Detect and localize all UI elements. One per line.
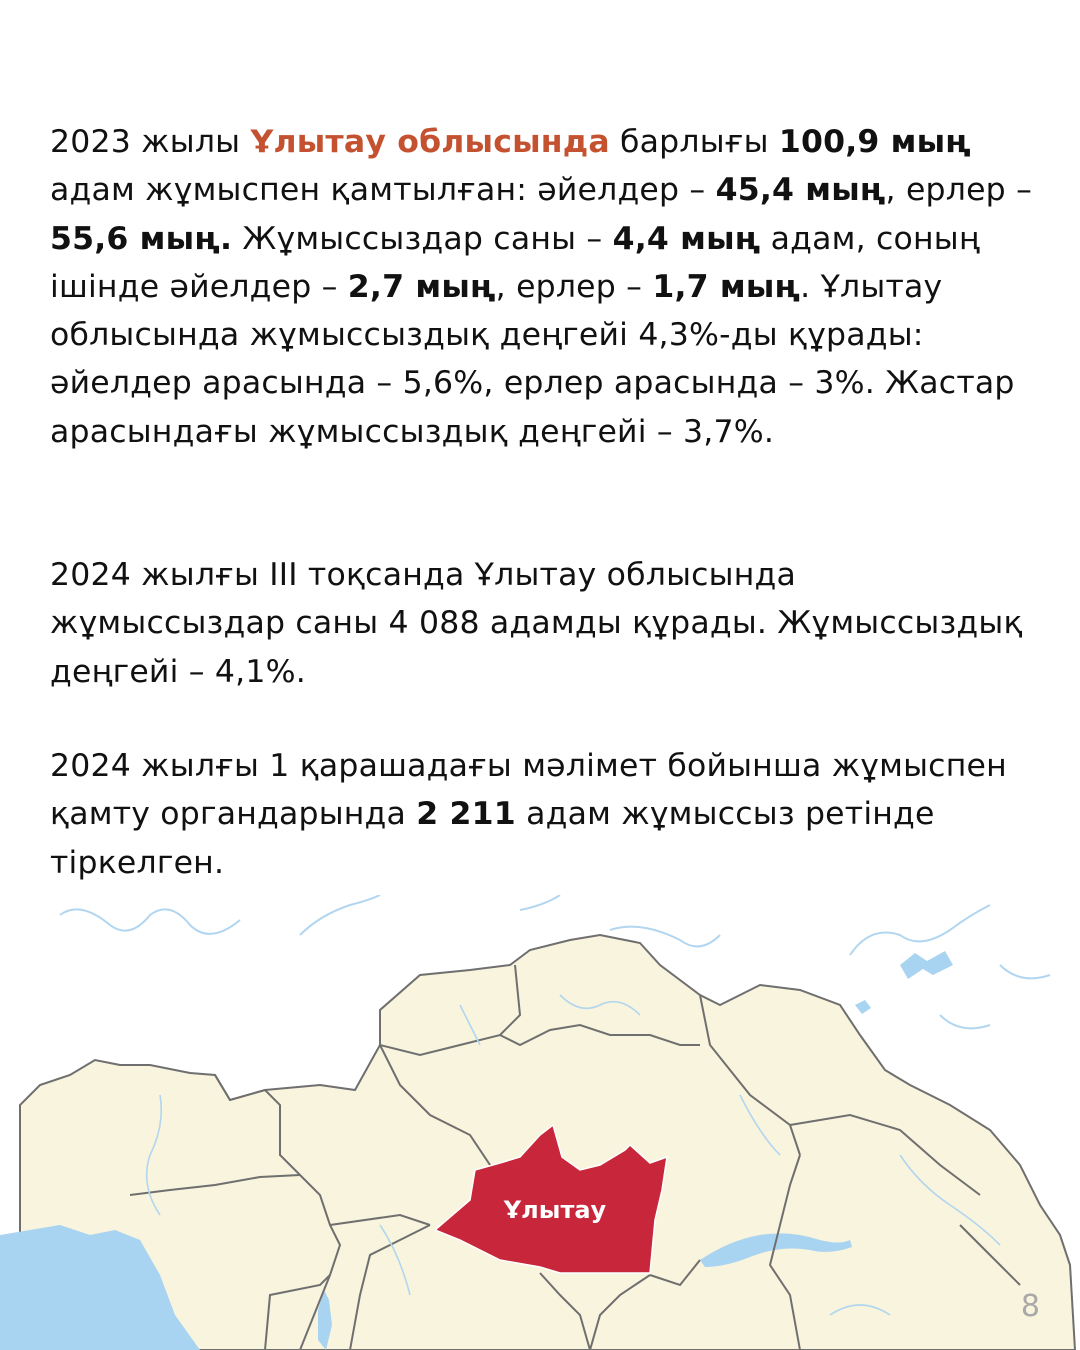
text-run: 2024 жылғы 1 қарашадағы мәлімет бойынша жұмыспен қамту органдарында	[50, 748, 1007, 833]
text-run: Жұмыссыздар саны –	[232, 220, 613, 257]
bold-figure: 55,6 мың.	[50, 220, 233, 257]
text-run: адам жұмыссыз ретінде тіркелген.	[50, 796, 935, 881]
bold-figure: 45,4 мың	[715, 172, 886, 209]
text-run: , ерлер –	[495, 268, 653, 305]
page-number: 8	[1020, 1289, 1040, 1324]
region-map	[0, 895, 1080, 1350]
region-label: Ұлытау	[503, 1196, 607, 1224]
text-run: адам, соның ішінде әйелдер –	[50, 220, 980, 305]
highlighted-region-name: Ұлытау облысында	[250, 124, 610, 160]
bold-figure: 4,4 мың	[612, 220, 761, 257]
paragraph-unemployment-q3-2024	[50, 551, 1040, 696]
paragraph-employment-2023	[50, 118, 1040, 456]
text-run: , ерлер –	[885, 172, 1033, 209]
bold-figure: 1,7 мың	[652, 268, 801, 305]
text-run: 2023 жылы	[50, 124, 251, 160]
bold-figure: 2 211	[416, 796, 516, 833]
map-svg	[0, 895, 1080, 1350]
text-run: адам жұмыспен қамтылған: әйелдер –	[50, 172, 716, 209]
bold-figure: 100,9 мың	[778, 124, 971, 160]
text-run: 2024 жылғы III тоқсанда Ұлытау облысында жұмыссыздар саны 4 088 адамды құрады. Жұмыссыздық деңгейі – 4,1%.	[50, 557, 1023, 690]
text-run: барлығы	[609, 124, 779, 160]
text-run: . Ұлытау облысында жұмыссыздық деңгейі 4,3%-ды құрады: әйелдер арасында – 5,6%, ерлер арасында – 3%. Жастар арасындағы жұмыссыздық деңгейі – 3,7%.	[50, 268, 1015, 450]
paragraph-registered-unemployed	[50, 742, 1040, 887]
bold-figure: 2,7 мың	[347, 268, 496, 305]
